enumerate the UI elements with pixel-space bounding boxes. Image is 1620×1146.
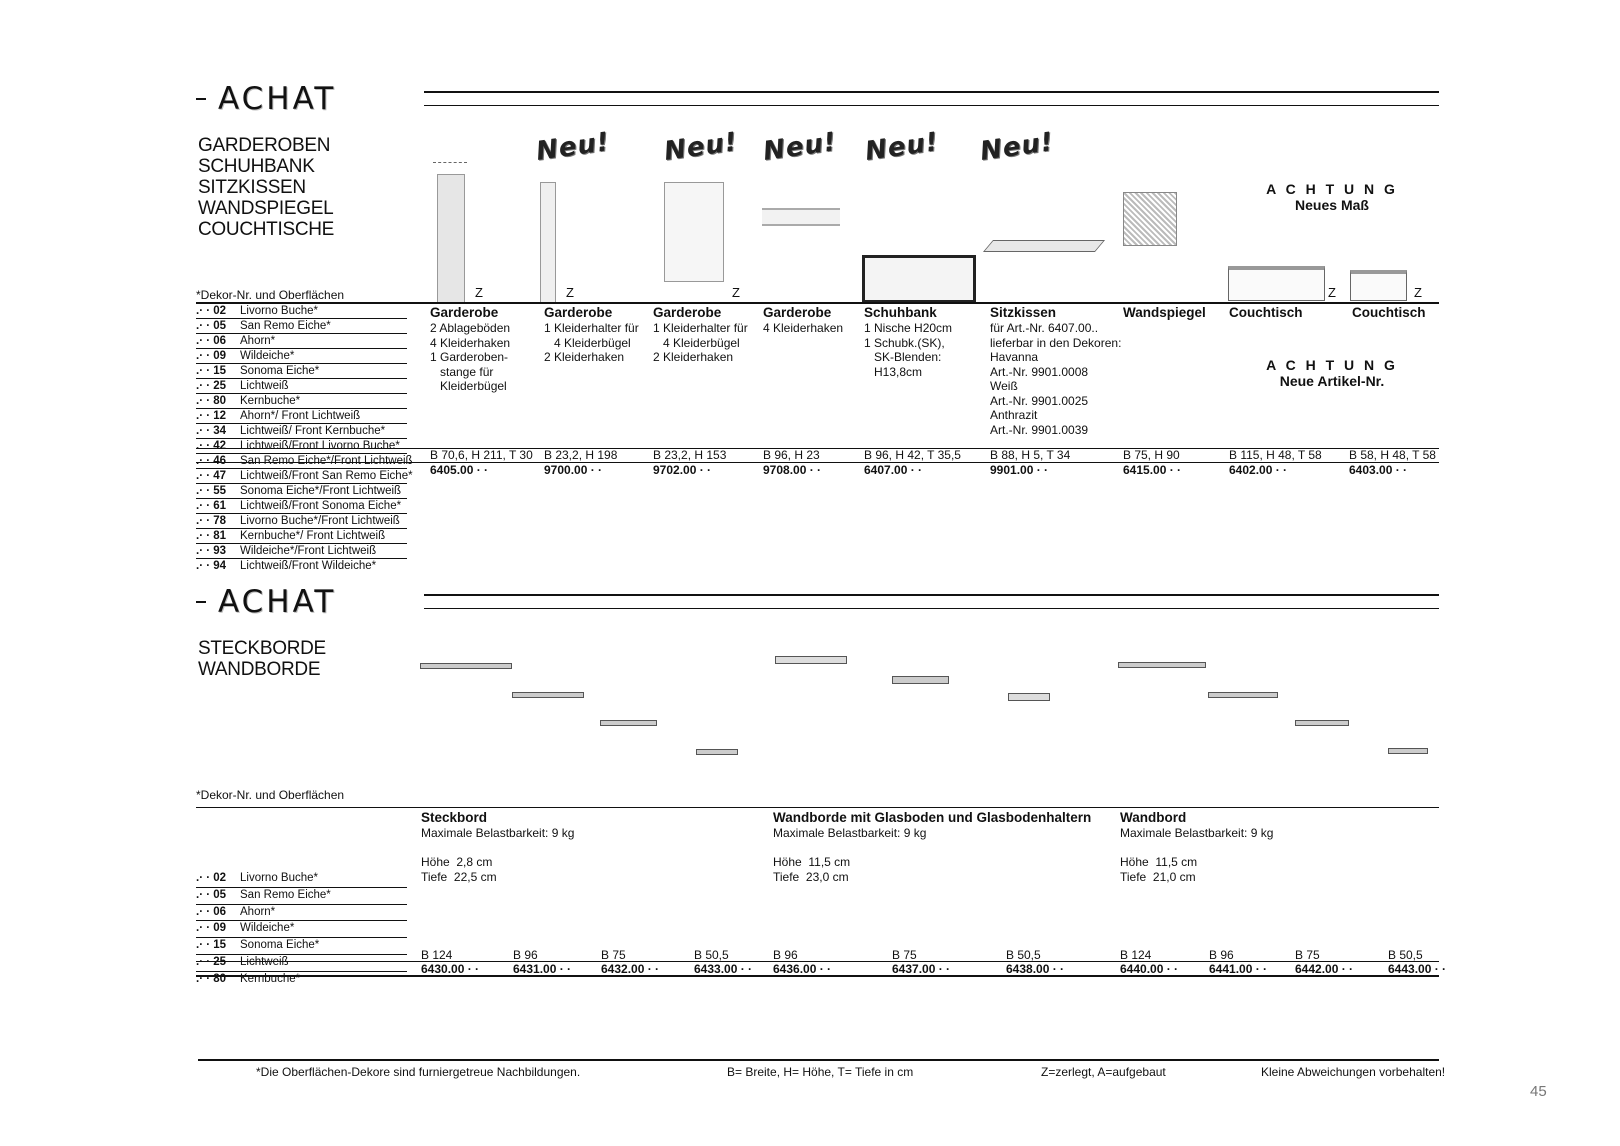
product-desc: für Art.-Nr. 6407.00.. lieferbar in den Dekoren: Havanna Art.-Nr. 9901.0008 Weiß Art.-Nr. 9901.0025 Anthrazit Art.-Nr. 9901.0039 [990,321,1122,437]
wandbord-image [1295,720,1349,726]
item-artnr: 6441.00 · · [1209,962,1268,976]
decor-number: .· · 02 [196,872,227,884]
decor-number: .· · 61 [196,500,227,512]
decor-item [196,319,407,334]
item-artnr: 6433.00 · · [694,962,753,976]
z-mark: Z [475,285,483,300]
decor-number: .· · 93 [196,545,227,557]
logo-dash [196,98,206,100]
footer-rule [198,1059,1439,1061]
group-steckbord [421,810,574,884]
product-garderobe-6405 [430,305,510,394]
decor-number: .· · 06 [196,335,227,347]
decor-item [196,379,407,394]
product-name: Garderobe [544,305,613,320]
logo-dash [196,601,206,603]
decor-label: Sonoma Eiche* [240,365,320,377]
category-steckborde: STECKBORDE [198,638,326,659]
decor-label: Ahorn* [240,905,276,918]
group-desc: Maximale Belastbarkeit: 9 kg Höhe 11,5 cm Tiefe 21,0 cm [1120,826,1274,884]
decor-item [196,544,407,559]
achtung-notice-size [1262,181,1402,213]
group-title: Steckbord [421,810,488,825]
decor-number: .· · 81 [196,530,227,542]
product-name: Schuhbank [864,305,937,320]
wandbord-image [1388,748,1428,754]
product-artnr: 9901.00 · · [990,463,1049,477]
product-artnr: 6405.00 · · [430,463,489,477]
group-title: Wandborde mit Glasboden und Glasbodenhaltern [773,810,1092,825]
product-dims: B 96, H 42, T 35,5 [864,448,961,462]
decor-item [196,871,407,888]
product-name: Sitzkissen [990,305,1057,320]
product-dims: B 23,2, H 153 [653,448,727,462]
decor-label: Wildeiche*/Front Lichtweiß [240,545,377,557]
decor-label: Livorno Buche* [240,872,318,884]
item-dim: B 124 [1120,948,1152,962]
product-desc: 4 Kleiderhaken [763,321,844,335]
steckbord-image [696,749,738,755]
category-wandborde: WANDBORDE [198,659,321,680]
dekor-note: *Dekor-Nr. und Oberflächen [196,288,345,302]
category-couchtische: COUCHTISCHE [198,219,335,240]
category-sitzkissen: SITZKISSEN [198,177,306,198]
product-dims: B 115, H 48, T 58 [1229,448,1322,462]
section1-header [196,81,1439,117]
item-artnr: 6432.00 · · [601,962,660,976]
steckbord-image [600,720,657,726]
product-wandspiegel-6415 [1123,305,1206,321]
item-dim: B 50,5 [1388,948,1423,962]
decor-label: Ahorn*/ Front Lichtweiß [240,410,361,422]
achtung-title: A C H T U N G [1266,181,1398,197]
product-artnr: 9708.00 · · [763,463,822,477]
decor-item [196,469,413,484]
new-badge: Neu! [978,127,1056,167]
product-sitzkissen-9901 [990,305,1121,437]
product-desc: 1 Nische H20cm 1 Schubk.(SK), SK-Blenden: H13,8cm [864,321,953,379]
schuhbank-image [862,255,976,303]
brand-logo: ACHAT [218,584,337,620]
achtung-sub: Neue Artikel-Nr. [1279,373,1385,389]
z-mark: Z [566,285,574,300]
item-artnr: 6431.00 · · [513,962,572,976]
decor-number: .· · 94 [196,560,227,572]
category-list [198,135,334,240]
decor-label: Kernbuche* [240,972,301,985]
steckbord-image [512,692,584,698]
item-artnr: 6440.00 · · [1120,962,1179,976]
decor-item [196,484,407,499]
decor-label: Livorno Buche* [240,305,318,317]
product-garderobe-9702 [653,305,748,365]
product-couchtisch-6402 [1229,305,1303,321]
achtung-notice-artnr [1262,357,1402,389]
decor-item [196,938,407,955]
decor-number: .· · 47 [196,470,227,482]
decor-item [196,334,407,349]
item-dim: B 96 [1209,948,1234,962]
garderobe-tall-image [433,160,467,302]
header-rule [424,594,1439,609]
brand-logo: ACHAT [218,81,337,117]
product-dims: B 70,6, H 211, T 30 [430,448,533,462]
product-garderobe-9708 [763,305,843,336]
product-dims: B 23,2, H 198 [544,448,618,462]
group-wandbord [1120,810,1273,884]
footer-note-zerlegt: Z=zerlegt, A=aufgebaut [1041,1065,1166,1079]
product-garderobe-9700 [544,305,639,365]
z-mark: Z [1414,285,1422,300]
decor-number: .· · 09 [196,922,227,935]
decor-label: Lichtweiß/Front Livorno Buche* [240,440,400,452]
product-name: Garderobe [763,305,832,320]
product-desc: 2 Ablageböden 4 Kleiderhaken 1 Garderoben- stange für Kleiderbügel [430,321,511,393]
group-desc: Maximale Belastbarkeit: 9 kg Höhe 11,5 cm Tiefe 23,0 cm [773,826,927,884]
decor-label: Lichtweiß/Front San Remo Eiche* [240,470,413,482]
item-dim: B 96 [773,948,798,962]
header-rule [424,91,1439,106]
product-artnr: 9700.00 · · [544,463,603,477]
footer-note-dekore: *Die Oberflächen-Dekore sind furniergetreue Nachbildungen. [256,1065,581,1079]
achtung-title: A C H T U N G [1266,357,1398,373]
garderobe-hooks-image [762,208,840,226]
product-artnr: 6407.00 · · [864,463,923,477]
decor-item [196,364,407,379]
decor-label: Lichtweiß/ Front Kernbuche* [240,425,386,437]
couchtisch-small-image [1350,270,1407,301]
section2-header [196,584,1439,620]
decor-label: Lichtweiß/Front Sonoma Eiche* [240,500,402,512]
item-dim: B 75 [1295,948,1320,962]
decor-item [196,424,407,439]
decor-item [196,439,407,454]
garderobe-slim-image [540,182,556,304]
product-desc: 1 Kleiderhalter für 4 Kleiderbügel 2 Kleiderhaken [653,321,748,364]
decor-label: Sonoma Eiche* [240,939,320,952]
decor-number: .· · 42 [196,440,227,452]
product-dims: B 58, H 48, T 58 [1349,448,1436,462]
wandbord-image [1208,692,1278,698]
item-artnr: 6442.00 · · [1295,962,1354,976]
product-artnr: 9702.00 · · [653,463,712,477]
decor-item [196,514,407,529]
product-dims: B 88, H 5, T 34 [990,448,1071,462]
product-schuhbank-6407 [864,305,952,379]
decor-number: .· · 12 [196,410,227,422]
category-schuhbank: SCHUHBANK [198,156,315,177]
item-artnr: 6430.00 · · [421,962,480,976]
dekor-note: *Dekor-Nr. und Oberflächen [196,788,345,802]
decor-item [196,349,407,364]
glasbord-image [892,676,949,684]
product-couchtisch-6403 [1352,305,1426,321]
footer-note-abweichungen: Kleine Abweichungen vorbehalten! [1261,1065,1446,1079]
category-garderoben: GARDEROBEN [198,135,331,156]
decor-label: Lichtweiß/Front Wildeiche* [240,560,377,572]
decor-label: Kernbuche*/ Front Lichtweiß [240,530,386,542]
product-artnr: 6402.00 · · [1229,463,1288,477]
z-mark: Z [1328,285,1336,300]
group-desc: Maximale Belastbarkeit: 9 kg Höhe 2,8 cm Tiefe 22,5 cm [421,826,575,884]
product-name: Garderobe [430,305,499,320]
decor-number: .· · 06 [196,905,227,918]
product-name: Wandspiegel [1123,305,1206,320]
product-name: Couchtisch [1229,305,1303,320]
item-dim: B 50,5 [1006,948,1041,962]
item-dim: B 50,5 [694,948,729,962]
decor-list [196,871,407,988]
new-badge: Neu! [662,127,740,167]
product-artnr: 6415.00 · · [1123,463,1182,477]
decor-label: Wildeiche* [240,922,295,935]
wandbord-image [1118,662,1206,668]
decor-number: .· · 34 [196,425,227,437]
group-glasbord [773,810,1091,884]
decor-number: .· · 25 [196,955,227,968]
decor-item [196,304,407,319]
decor-item [196,409,407,424]
decor-label: Wildeiche* [240,350,295,362]
decor-item [196,905,407,922]
decor-label: Ahorn* [240,335,276,347]
decor-label: Sonoma Eiche*/Front Lichtweiß [240,485,402,497]
category-list [198,638,326,680]
decor-label: San Remo Eiche* [240,888,331,901]
item-artnr: 6436.00 · · [773,962,832,976]
garderobe-tall-body [437,174,465,304]
decor-number: .· · 15 [196,939,227,952]
product-name: Couchtisch [1352,305,1426,320]
category-wandspiegel: WANDSPIEGEL [198,198,334,219]
product-dims: B 96, H 23 [763,448,820,462]
decor-number: .· · 80 [196,395,227,407]
decor-item [196,921,407,938]
decor-label: Lichtweiß [240,955,289,968]
decor-label: Livorno Buche*/Front Lichtweiß [240,515,400,527]
decor-number: .· · 15 [196,365,227,377]
garderobe-frame-image [664,182,724,282]
product-name: Garderobe [653,305,722,320]
decor-number: .· · 02 [196,305,227,317]
decor-item [196,529,407,544]
decor-number: .· · 55 [196,485,227,497]
item-artnr: 6437.00 · · [892,962,951,976]
new-badge: Neu! [761,127,839,167]
steckbord-image [420,663,512,669]
decor-number: .· · 09 [196,350,227,362]
wandspiegel-image [1123,192,1177,246]
decor-item [196,559,407,573]
product-desc: 1 Kleiderhalter für 4 Kleiderbügel 2 Kleiderhaken [544,321,639,364]
couchtisch-large-image [1228,266,1325,301]
glasbord-image [1008,693,1050,701]
new-badge: Neu! [534,127,612,167]
item-dim: B 124 [421,948,453,962]
product-artnr: 6403.00 · · [1349,463,1408,477]
decor-number: .· · 05 [196,888,227,901]
new-badge: Neu! [863,127,941,167]
decor-number: .· · 05 [196,320,227,332]
decor-item [196,955,407,972]
decor-item [196,888,407,905]
decor-item [196,499,407,514]
decor-list [196,304,413,573]
garderobe-tall-top [433,162,467,171]
decor-number: .· · 80 [196,972,227,985]
group-title: Wandbord [1120,810,1187,825]
decor-label: San Remo Eiche*/Front Lichtweiß [240,455,413,467]
z-mark: Z [732,285,740,300]
decor-number: .· · 25 [196,380,227,392]
glasbord-image [775,656,847,664]
sitzkissen-image [983,240,1105,252]
item-dim: B 96 [513,948,538,962]
page-number: 45 [1530,1083,1547,1100]
decor-label: Kernbuche* [240,395,301,407]
footer-note-dimensions: B= Breite, H= Höhe, T= Tiefe in cm [727,1065,914,1079]
achtung-sub: Neues Maß [1295,197,1369,213]
table-top-rule [196,807,1439,808]
decor-label: Lichtweiß [240,380,289,392]
decor-label: San Remo Eiche* [240,320,331,332]
item-dim: B 75 [601,948,626,962]
item-artnr: 6438.00 · · [1006,962,1065,976]
decor-number: .· · 78 [196,515,227,527]
decor-number: .· · 46 [196,455,227,467]
item-dim: B 75 [892,948,917,962]
product-dims: B 75, H 90 [1123,448,1180,462]
decor-item [196,394,407,409]
item-artnr: 6443.00 · · [1388,962,1447,976]
